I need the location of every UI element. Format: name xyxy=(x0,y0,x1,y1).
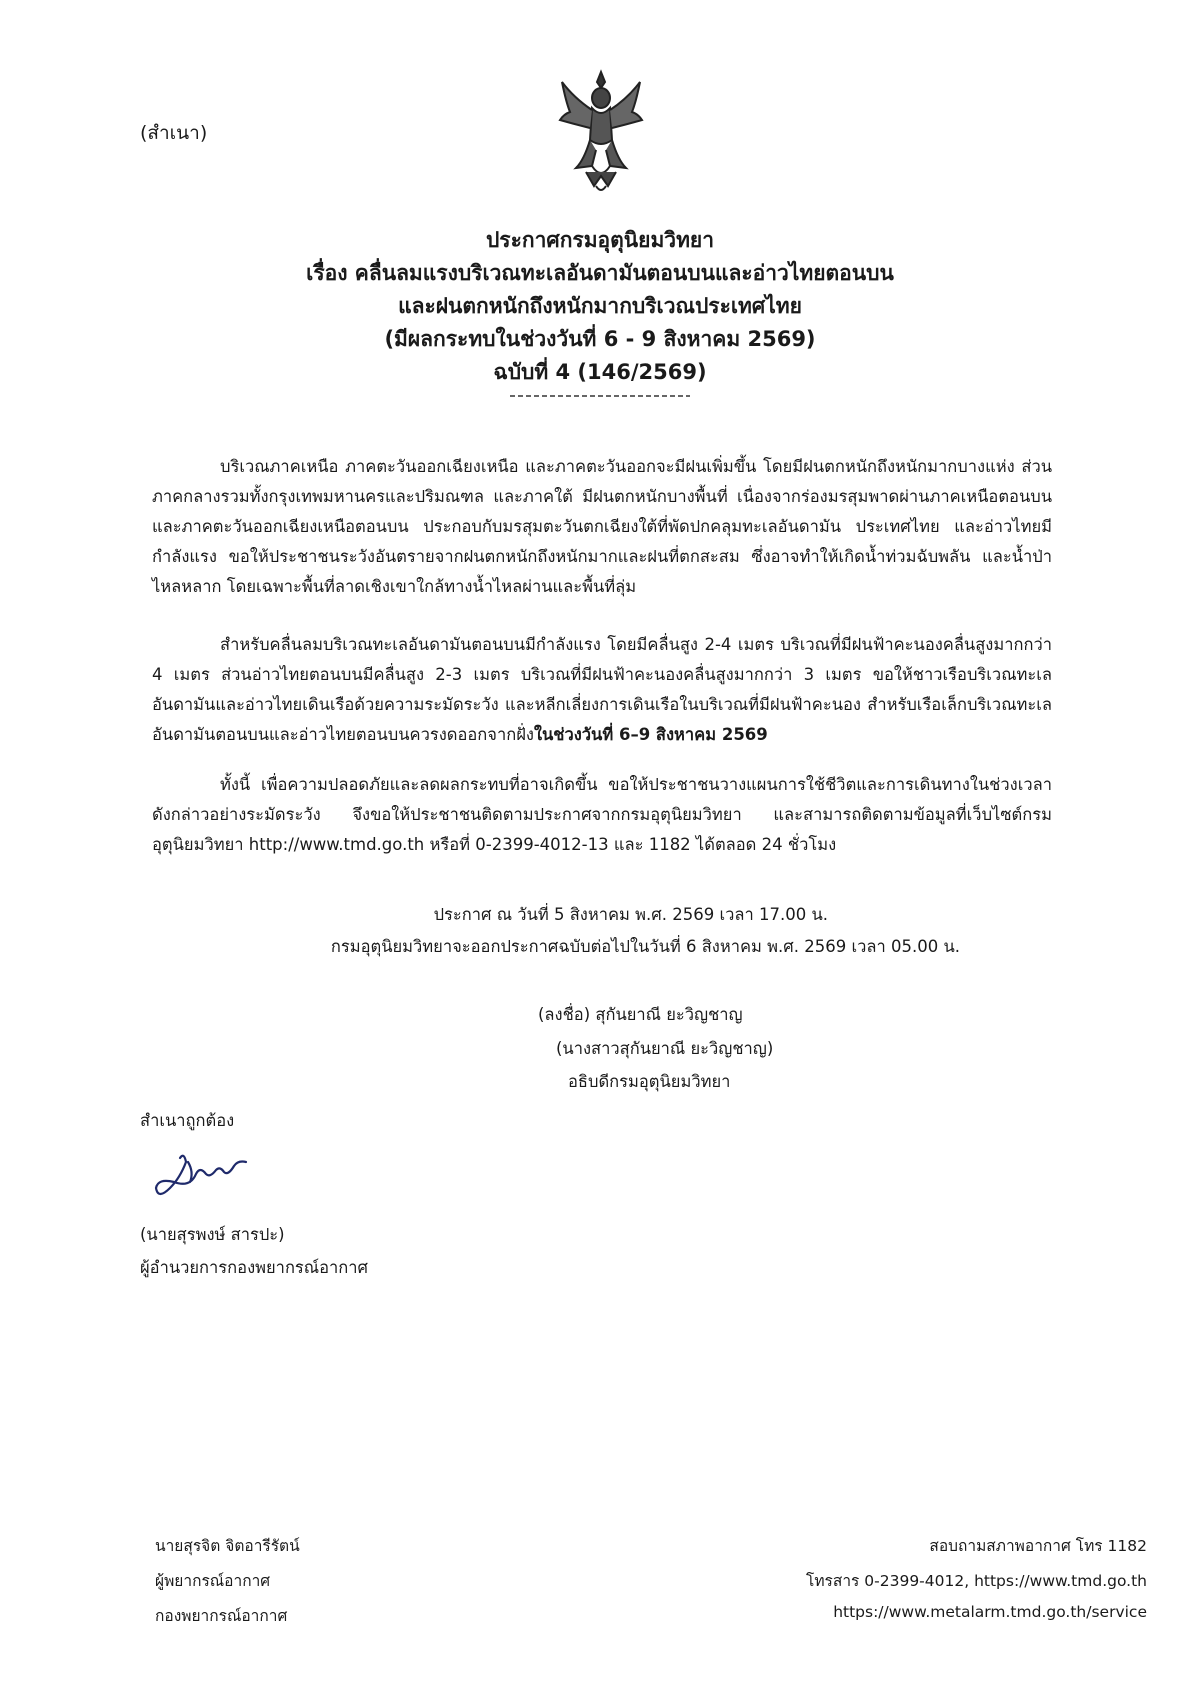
heading-divider xyxy=(510,389,690,403)
paragraph-waves-period: ในช่วงวันที่ 6–9 สิงหาคม 2569 xyxy=(533,725,768,744)
footer-forecaster-role: ผู้พยากรณ์อากาศ xyxy=(155,1572,271,1590)
paragraph-rain xyxy=(152,452,1052,602)
paragraph-safety-text: ทั้งนี้ เพื่อความปลอดภัยและลดผลกระทบที่อาจเกิดขึ้น ขอให้ประชาชนวางแผนการใช้ชีวิตและการเดินทางในช่วงเวลาดังกล่าวอย่างระมัดระวัง จึงขอให้ประชาชนติดตามประกาศจากกรมอุตุนิยมวิทยา และสามารถติดตามข้อมูลที่เว็บไซต์กรมอุตุนิยมวิทยา http://www.tmd.go.th หรือที่ 0-2399-4012-13 และ 1182 ได้ตลอด 24 ชั่วโมง xyxy=(152,775,1052,854)
heading-line-2: เรื่อง คลื่นลมแรงบริเวณทะเลอันดามันตอนบนและอ่าวไทยตอนบน xyxy=(306,261,894,285)
heading-line-4: (มีผลกระทบในช่วงวันที่ 6 - 9 สิงหาคม 2569) xyxy=(384,327,816,351)
signed-line: (ลงชื่อ) สุกันยาณี ยะวิญชาญ xyxy=(538,1005,743,1024)
paragraph-waves xyxy=(152,630,1052,750)
certifier-name: (นายสุรพงษ์ สารปะ) xyxy=(140,1225,285,1244)
signatory-title: อธิบดีกรมอุตุนิยมวิทยา xyxy=(568,1072,731,1091)
paragraph-waves-text: สำหรับคลื่นลมบริเวณทะเลอันดามันตอนบนมีกำลังแรง โดยมีคลื่นสูง 2-4 เมตร บริเวณที่มีฝนฟ้าคะนองคลื่นสูงมากกว่า 4 เมตร ส่วนอ่าวไทยตอนบนมีคลื่นสูง 2-3 เมตร บริเวณที่มีฝนฟ้าคะนองคลื่นสูงมากกว่า 3 เมตร ขอให้ชาวเรือบริเวณทะเลอันดามันและอ่าวไทยเดินเรือด้วยความระมัดระวัง และหลีกเลี่ยงการเดินเรือในบริเวณที่มีฝนฟ้าคะนอง สำหรับเรือเล็กบริเวณทะเลอันดามันตอนบนและอ่าวไทยตอนบนควรงดออกจากฝั่ง xyxy=(152,635,1052,744)
issued-date: ประกาศ ณ วันที่ 5 สิงหาคม พ.ศ. 2569 เวลา 17.00 น. xyxy=(433,905,828,924)
next-issue-note: กรมอุตุนิยมวิทยาจะออกประกาศฉบับต่อไปในวันที่ 6 สิงหาคม พ.ศ. 2569 เวลา 05.00 น. xyxy=(330,937,960,956)
heading-line-1: ประกาศกรมอุตุนิยมวิทยา xyxy=(485,228,715,252)
heading-line-3: และฝนตกหนักถึงหนักมากบริเวณประเทศไทย xyxy=(398,294,802,318)
paragraph-safety xyxy=(152,770,1052,860)
footer-forecaster-name: นายสุรจิต จิตอารีรัตน์ xyxy=(155,1537,300,1555)
footer-service-url: https://www.metalarm.tmd.go.th/service xyxy=(833,1603,1147,1621)
certified-copy-label: สำเนาถูกต้อง xyxy=(140,1111,235,1130)
signatory-full-name: (นางสาวสุกันยาณี ยะวิญชาญ) xyxy=(556,1039,774,1058)
garuda-emblem-icon xyxy=(556,68,646,198)
announcement-heading xyxy=(200,224,1000,403)
paragraph-rain-text: บริเวณภาคเหนือ ภาคตะวันออกเฉียงเหนือ และภาคตะวันออกจะมีฝนเพิ่มขึ้น โดยมีฝนตกหนักถึงหนักมากบางแห่ง ส่วนภาคกลางรวมทั้งกรุงเทพมหานครและปริมณฑล และภาคใต้ มีฝนตกหนักบางพื้นที่ เนื่องจากร่องมรสุมพาดผ่านภาคเหนือตอนบนและภาคตะวันออกเฉียงเหนือตอนบน ประกอบกับมรสุมตะวันตกเฉียงใต้ที่พัดปกคลุมทะเลอันดามัน ประเทศไทย และอ่าวไทยมีกำลังแรง ขอให้ประชาชนระวังอันตรายจากฝนตกหนักถึงหนักมากและฝนที่ตกสะสม ซึ่งอาจทำให้เกิดน้ำท่วมฉับพลัน และน้ำป่าไหลหลาก โดยเฉพาะพื้นที่ลาดเชิงเขาใกล้ทางน้ำไหลผ่านและพื้นที่ลุ่ม xyxy=(152,457,1052,596)
footer-hotline: สอบถามสภาพอากาศ โทร 1182 xyxy=(929,1537,1147,1555)
heading-line-5: ฉบับที่ 4 (146/2569) xyxy=(493,360,707,384)
certifier-title: ผู้อำนวยการกองพยากรณ์อากาศ xyxy=(140,1258,369,1277)
handwritten-signature xyxy=(150,1148,260,1210)
copy-mark: (สำเนา) xyxy=(140,122,208,144)
footer-fax-website: โทรสาร 0-2399-4012, https://www.tmd.go.th xyxy=(806,1572,1147,1590)
footer-division: กองพยากรณ์อากาศ xyxy=(155,1607,288,1625)
